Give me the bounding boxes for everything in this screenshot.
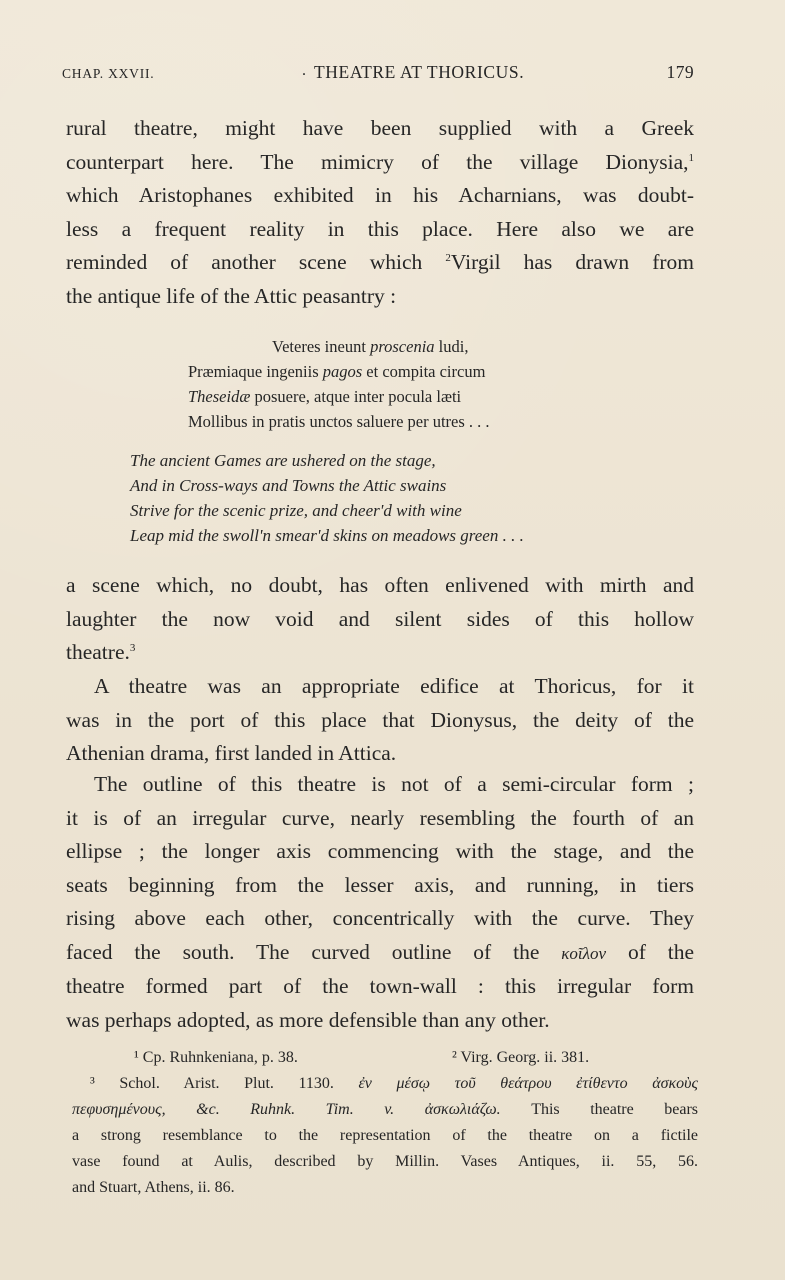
verse-line: Leap mid the swoll'n smear'd skins on meadows green . . .: [130, 526, 524, 545]
text-line: less a frequent reality in this place. Here also we are: [66, 216, 694, 241]
verse-line: Veteres ineunt proscenia ludi,: [272, 337, 469, 356]
page-number: 179: [666, 62, 694, 82]
paragraph-1: [66, 112, 694, 313]
paragraph-4: [66, 768, 694, 1037]
text-line: theatre.$^3$: [66, 640, 136, 664]
greek-word: κοῖλον: [561, 943, 607, 963]
header-separator: .: [302, 62, 307, 79]
text-line: seats beginning from the lesser axis, and running, in tiers: [66, 872, 694, 897]
footnote-3-line: vase found at Aulis, described by Millin. Vases Antiques, ii. 55, 56.: [72, 1153, 698, 1170]
chapter-label: CHAP. XXVII.: [62, 66, 155, 81]
text-line: the antique life of the Attic peasantry :: [66, 283, 397, 308]
text-line: which Aristophanes exhibited in his Acharnians, was doubt-: [66, 183, 694, 207]
footnote-2: ² Virg. Georg. ii. 381.: [452, 1049, 590, 1066]
text-line: counterpart here. The mimicry of the village Dionysia,$^1$: [66, 149, 694, 174]
running-header: [62, 62, 694, 86]
footnote-1: ¹ Cp. Ruhnkeniana, p. 38.: [134, 1049, 298, 1066]
text-line: was perhaps adopted, as more defensible than any other.: [66, 1007, 550, 1032]
footnote-3-line: ³ Schol. Arist. Plut. 1130. ἐν μέσῳ τοῦ θεάτρου ἐτίθεντο ἀσκοὺς: [90, 1075, 699, 1092]
text-line: faced the south. The curved outline of the κοῖλον of the: [66, 939, 694, 964]
text-line: A theatre was an appropriate edifice at Thoricus, for it: [94, 674, 694, 698]
footnote-ref: 2: [445, 251, 451, 264]
verse-line: Præmiaque ingeniis pagos et compita circum: [188, 362, 486, 381]
text-line: theatre formed part of the town-wall : this irregular form: [66, 974, 694, 998]
latin-verse: [188, 334, 490, 434]
page-title: THEATRE AT THORICUS.: [314, 62, 525, 82]
paragraph-3: [66, 670, 694, 771]
footnote-row: [72, 1045, 698, 1071]
footnote-3-line: and Stuart, Athens, ii. 86.: [72, 1179, 235, 1196]
footnotes: [72, 1045, 698, 1201]
text-line: it is of an irregular curve, nearly resembling the fourth of an: [66, 805, 694, 830]
text-line: a scene which, no doubt, has often enlivened with mirth and: [66, 573, 694, 597]
text-line: was in the port of this place that Dionysus, the deity of the: [66, 707, 694, 732]
text-line: laughter the now void and silent sides of this hollow: [66, 606, 694, 631]
text-line: rising above each other, concentrically with the curve. They: [66, 906, 694, 930]
verse-line: The ancient Games are ushered on the stage,: [130, 451, 436, 470]
text-line: ellipse ; the longer axis commencing with the stage, and the: [66, 839, 694, 863]
footnote-ref: 3: [129, 641, 136, 654]
verse-line: And in Cross-ways and Towns the Attic swains: [130, 476, 447, 495]
text-line: reminded of another scene which $^2$Virgil has drawn from: [66, 250, 695, 274]
paragraph-2: [66, 569, 694, 670]
footnote-3-line: a strong resemblance to the representation of the theatre on a fictile: [72, 1127, 698, 1144]
footnote-ref: 1: [688, 151, 694, 164]
verse-line: Mollibus in pratis unctos saluere per utres . . .: [188, 412, 490, 431]
footnote-3-line: πεφυσημένους, &c. Ruhnk. Tim. v. ἀσκωλιάζω. This theatre bears: [72, 1101, 699, 1118]
verse-line: Theseidæ posuere, atque inter pocula læti: [188, 387, 462, 406]
text-line: rural theatre, might have been supplied with a Greek: [66, 116, 694, 140]
text-line: The outline of this theatre is not of a semi-circular form ;: [94, 772, 694, 796]
text-line: Athenian drama, first landed in Attica.: [66, 741, 397, 765]
english-verse: [130, 448, 524, 548]
verse-line: Strive for the scenic prize, and cheer'd with wine: [130, 501, 462, 520]
